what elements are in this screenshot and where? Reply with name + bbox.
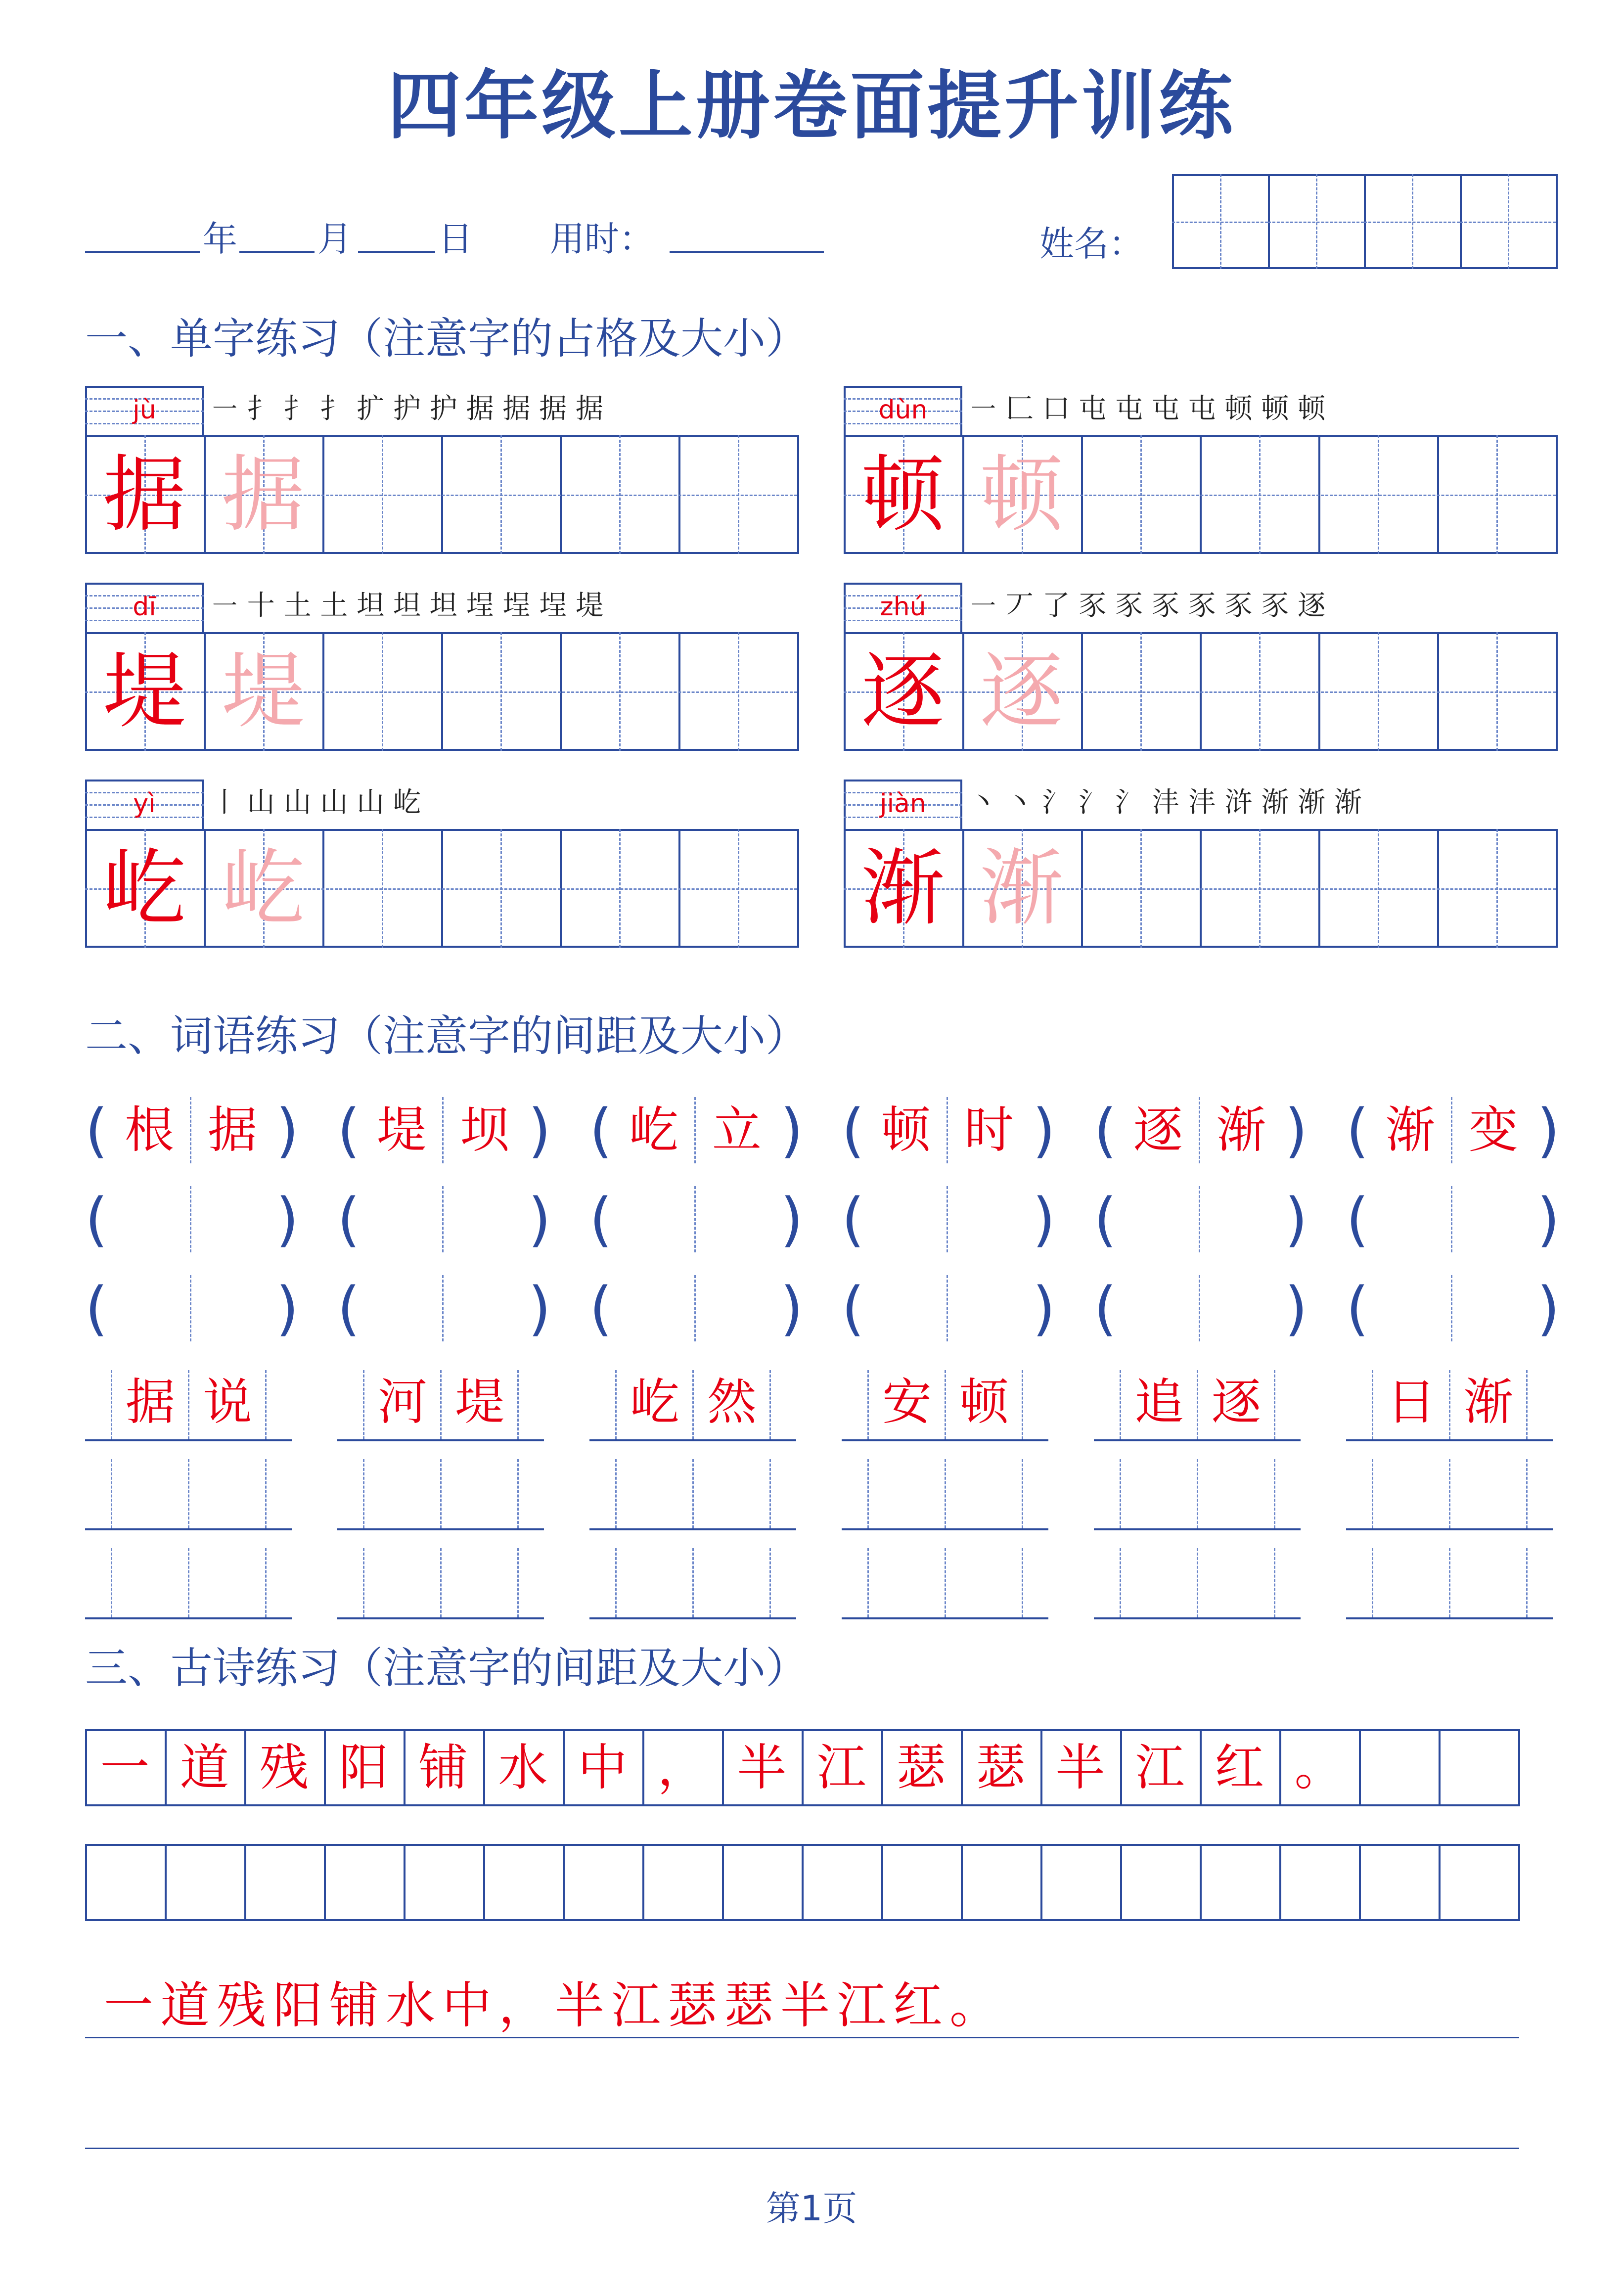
guide-line [1372,1459,1373,1528]
guide-line [694,1097,696,1163]
close-paren: ) [528,1096,551,1164]
open-paren: ( [85,1096,108,1164]
section3-heading: 三、古诗练习（注意字的间距及大小） [85,1644,808,1693]
model-char: 屹 [103,840,186,937]
poem-char: 半 [737,1739,787,1796]
writing-cell[interactable] [722,1844,802,1921]
writing-cell[interactable] [85,1844,165,1921]
guide-line [1022,1459,1023,1528]
close-paren: ) [1537,1096,1560,1164]
close-paren: ) [1537,1185,1560,1253]
model-char: 顿 [861,446,945,543]
guide-line [1449,1459,1450,1528]
baseline [85,1528,292,1530]
writing-cell[interactable] [404,1844,483,1921]
close-paren: ) [276,1096,299,1164]
writing-cell[interactable] [1318,435,1437,554]
time-label: 用时： [550,219,654,259]
close-paren: ) [780,1185,804,1253]
guide-line [947,1097,948,1163]
writing-cell[interactable] [881,1844,961,1921]
close-paren: ) [1285,1185,1308,1253]
open-paren: ( [337,1185,361,1253]
poem-char: 水 [498,1739,548,1796]
writing-cell[interactable] [560,829,678,948]
word-char: 逐 [1212,1373,1261,1431]
close-paren: ) [1033,1185,1056,1253]
guide-line [442,1275,444,1341]
trace-char: 渐 [980,840,1063,937]
trace-char: 逐 [980,643,1063,740]
writing-cell[interactable] [1081,632,1200,751]
poem-char: 瑟 [976,1739,1026,1796]
baseline [842,1617,1048,1619]
word-char: 安 [882,1373,932,1431]
baseline [1094,1528,1301,1530]
poem-char: 。 [1294,1739,1344,1796]
model-char: 逐 [861,643,945,740]
writing-cell[interactable] [441,829,560,948]
guide-line [190,1186,191,1252]
writing-cell[interactable] [961,1844,1040,1921]
writing-cell[interactable] [1437,632,1556,751]
poem-char: 中 [578,1739,628,1796]
word-char: 追 [1134,1373,1184,1431]
close-paren: ) [780,1274,804,1342]
trace-char: 顿 [980,446,1063,543]
pinyin-label: jiàn [880,789,926,819]
open-paren: ( [1094,1274,1117,1342]
writing-cell[interactable] [642,1844,722,1921]
guide-line [867,1459,869,1528]
writing-cell[interactable] [441,435,560,554]
guide-line [1460,222,1556,223]
time-blank[interactable] [670,251,824,253]
guide-line [692,1548,694,1617]
writing-cell[interactable] [1120,1844,1200,1921]
word-char: 坝 [460,1101,509,1159]
guide-line [363,1548,364,1617]
poem-char: 江 [1135,1739,1185,1796]
writing-cell[interactable] [324,1844,404,1921]
writing-cell[interactable] [441,632,560,751]
stroke-order: ㇐ 扌 扌 扌 扩 护 护 据 据 据 据 [211,393,604,425]
guide-line [769,1548,771,1617]
poem-char: 道 [180,1739,229,1796]
word-char: 立 [712,1101,762,1159]
guide-line [442,1097,444,1163]
open-paren: ( [589,1274,613,1342]
word-char: 据 [126,1373,175,1431]
writing-cell[interactable] [1437,829,1556,948]
writing-cell[interactable] [560,632,678,751]
word-char: 堤 [377,1101,426,1159]
poem-char: 阳 [339,1739,389,1796]
writing-cell[interactable] [1318,829,1437,948]
baseline [85,1617,292,1619]
word-char: 顿 [959,1373,1009,1431]
guide-line [1199,1275,1200,1341]
page-title: 四年级上册卷面提升训练 [387,63,1236,149]
guide-line [1197,1548,1198,1617]
writing-cell[interactable] [560,435,678,554]
writing-cell[interactable] [483,1844,563,1921]
word-char: 变 [1469,1101,1518,1159]
writing-cell[interactable] [322,829,441,948]
guide-line [615,1548,617,1617]
guide-line [867,1548,869,1617]
word-char: 说 [203,1373,252,1431]
pinyin-label: dī [133,592,156,622]
word-char: 河 [378,1373,427,1431]
close-paren: ) [1537,1274,1560,1342]
writing-cell[interactable] [1359,1729,1439,1806]
month-blank[interactable] [239,251,315,253]
model-char: 据 [103,446,186,543]
writing-line[interactable] [85,2148,1519,2149]
close-paren: ) [528,1274,551,1342]
guide-line [442,1186,444,1252]
guide-line [440,1459,442,1528]
guide-line [1120,1459,1121,1528]
poem-char: 瑟 [896,1739,946,1796]
open-paren: ( [589,1096,613,1164]
baseline [1346,1617,1553,1619]
open-paren: ( [337,1274,361,1342]
trace-char: 屹 [222,840,305,937]
word-char: 堤 [455,1373,504,1431]
guide-line [1022,1548,1023,1617]
name-label: 姓名： [1039,224,1143,264]
writing-cell[interactable] [165,1844,244,1921]
guide-line [1526,1548,1528,1617]
guide-line [945,1459,946,1528]
writing-cell[interactable] [1359,1844,1439,1921]
guide-line [1451,1097,1452,1163]
word-char: 逐 [1133,1101,1183,1159]
guide-line [111,1548,112,1617]
guide-line [363,1459,364,1528]
writing-line [85,2037,1519,2038]
writing-cell[interactable] [322,435,441,554]
baseline [1346,1528,1553,1530]
guide-line [1199,1097,1200,1163]
guide-line [694,1275,696,1341]
close-paren: ) [276,1274,299,1342]
guide-line [1449,1548,1450,1617]
baseline [85,1439,292,1441]
section2-heading: 二、词语练习（注意字的间距及大小） [85,1011,808,1061]
baseline [337,1528,544,1530]
word-char: 时 [964,1101,1014,1159]
word-char: 根 [125,1101,174,1159]
close-paren: ) [1285,1274,1308,1342]
poem-char: 一 [100,1739,150,1796]
guide-line [1199,1186,1200,1252]
guide-line [615,1459,617,1528]
guide-line [945,1548,946,1617]
poem-char: 半 [1055,1739,1105,1796]
close-paren: ) [780,1096,804,1164]
close-paren: ) [1033,1274,1056,1342]
word-char: 屹 [630,1373,679,1431]
word-char: 屹 [629,1101,678,1159]
open-paren: ( [1094,1185,1117,1253]
guide-line [1172,222,1268,223]
writing-cell[interactable] [1040,1844,1120,1921]
guide-line [440,1548,442,1617]
open-paren: ( [589,1185,613,1253]
baseline [842,1528,1048,1530]
open-paren: ( [337,1096,361,1164]
writing-cell[interactable] [802,1844,881,1921]
day-label: 日 [438,219,473,259]
guide-line [947,1186,948,1252]
close-paren: ) [1033,1096,1056,1164]
guide-line [1274,1459,1275,1528]
stroke-order: ㇐ 丆 了 豕 豕 豕 豕 豕 豕 逐 [969,590,1326,622]
baseline [1346,1439,1553,1441]
guide-line [1451,1275,1452,1341]
writing-cell[interactable] [1318,632,1437,751]
writing-cell[interactable] [1200,1844,1279,1921]
guide-line [769,1459,771,1528]
close-paren: ) [1285,1096,1308,1164]
poem-char: 残 [259,1739,309,1796]
poem-char: 红 [1215,1739,1264,1796]
poem-char: 铺 [418,1739,468,1796]
writing-cell[interactable] [244,1844,324,1921]
word-char: 渐 [1464,1373,1513,1431]
guide-line [1120,1548,1121,1617]
baseline [589,1439,796,1441]
baseline [589,1617,796,1619]
open-paren: ( [842,1274,865,1342]
year-blank[interactable] [85,251,200,253]
word-char: 然 [707,1373,757,1431]
close-paren: ) [528,1185,551,1253]
close-paren: ) [276,1185,299,1253]
stroke-order: ㇐ 十 土 土 坦 坦 坦 埕 埕 埕 堤 [211,590,604,622]
model-char: 渐 [861,840,945,937]
pinyin-label: dùn [878,395,928,425]
word-char: 顿 [881,1101,931,1159]
pinyin-label: yì [133,789,156,819]
writing-cell[interactable] [1081,829,1200,948]
writing-cell[interactable] [1279,1844,1359,1921]
open-paren: ( [1346,1096,1369,1164]
stroke-order: 丨 山 山 山 山 屹 [211,786,421,819]
guide-line [1197,1459,1198,1528]
guide-line [1274,1548,1275,1617]
guide-line [190,1097,191,1163]
writing-cell[interactable] [1200,632,1318,751]
poem-line-model: 一道残阳铺水中，半江瑟瑟半江红。 [104,1976,1006,2034]
month-label: 月 [317,219,352,259]
baseline [337,1617,544,1619]
writing-cell[interactable] [1439,1844,1518,1921]
guide-line [517,1548,519,1617]
open-paren: ( [1346,1274,1369,1342]
open-paren: ( [1346,1185,1369,1253]
pinyin-label: zhú [880,592,926,622]
section1-heading: 一、单字练习（注意字的占格及大小） [85,314,808,364]
guide-line [188,1548,189,1617]
trace-char: 据 [222,446,305,543]
word-char: 据 [208,1101,257,1159]
guide-line [1451,1186,1452,1252]
baseline [589,1528,796,1530]
writing-cell[interactable] [322,632,441,751]
guide-line [190,1275,191,1341]
model-char: 堤 [103,643,186,740]
guide-line [265,1548,267,1617]
writing-cell[interactable] [1081,435,1200,554]
baseline [1094,1617,1301,1619]
guide-line [188,1459,189,1528]
poem-char: ， [657,1739,707,1796]
page-number: 第1页 [766,2188,857,2229]
writing-cell[interactable] [678,632,797,751]
word-char: 渐 [1386,1101,1435,1159]
day-blank[interactable] [358,251,435,253]
guide-line [265,1459,267,1528]
guide-line [1268,222,1364,223]
open-paren: ( [842,1185,865,1253]
guide-line [1372,1548,1373,1617]
guide-line [1526,1459,1528,1528]
writing-cell[interactable] [1437,435,1556,554]
stroke-order: 丶 丶 氵 氵 氵 沣 沣 浒 渐 渐 渐 [969,786,1362,819]
writing-cell[interactable] [563,1844,642,1921]
year-label: 年 [203,219,237,259]
word-char: 日 [1387,1373,1436,1431]
writing-cell[interactable] [1439,1729,1518,1806]
writing-cell[interactable] [678,435,797,554]
pinyin-label: jù [133,395,156,425]
guide-line [692,1459,694,1528]
writing-cell[interactable] [678,829,797,948]
writing-cell[interactable] [1200,829,1318,948]
guide-line [111,1459,112,1528]
stroke-order: ㇐ 匚 口 屯 屯 屯 屯 顿 顿 顿 [969,393,1326,425]
trace-char: 堤 [222,643,305,740]
guide-line [517,1459,519,1528]
poem-char: 江 [816,1739,866,1796]
baseline [1094,1439,1301,1441]
open-paren: ( [842,1096,865,1164]
baseline [337,1439,544,1441]
open-paren: ( [1094,1096,1117,1164]
baseline [842,1439,1048,1441]
open-paren: ( [85,1185,108,1253]
writing-cell[interactable] [1200,435,1318,554]
open-paren: ( [85,1274,108,1342]
guide-line [947,1275,948,1341]
guide-line [1364,222,1460,223]
guide-line [694,1186,696,1252]
word-char: 渐 [1217,1101,1266,1159]
